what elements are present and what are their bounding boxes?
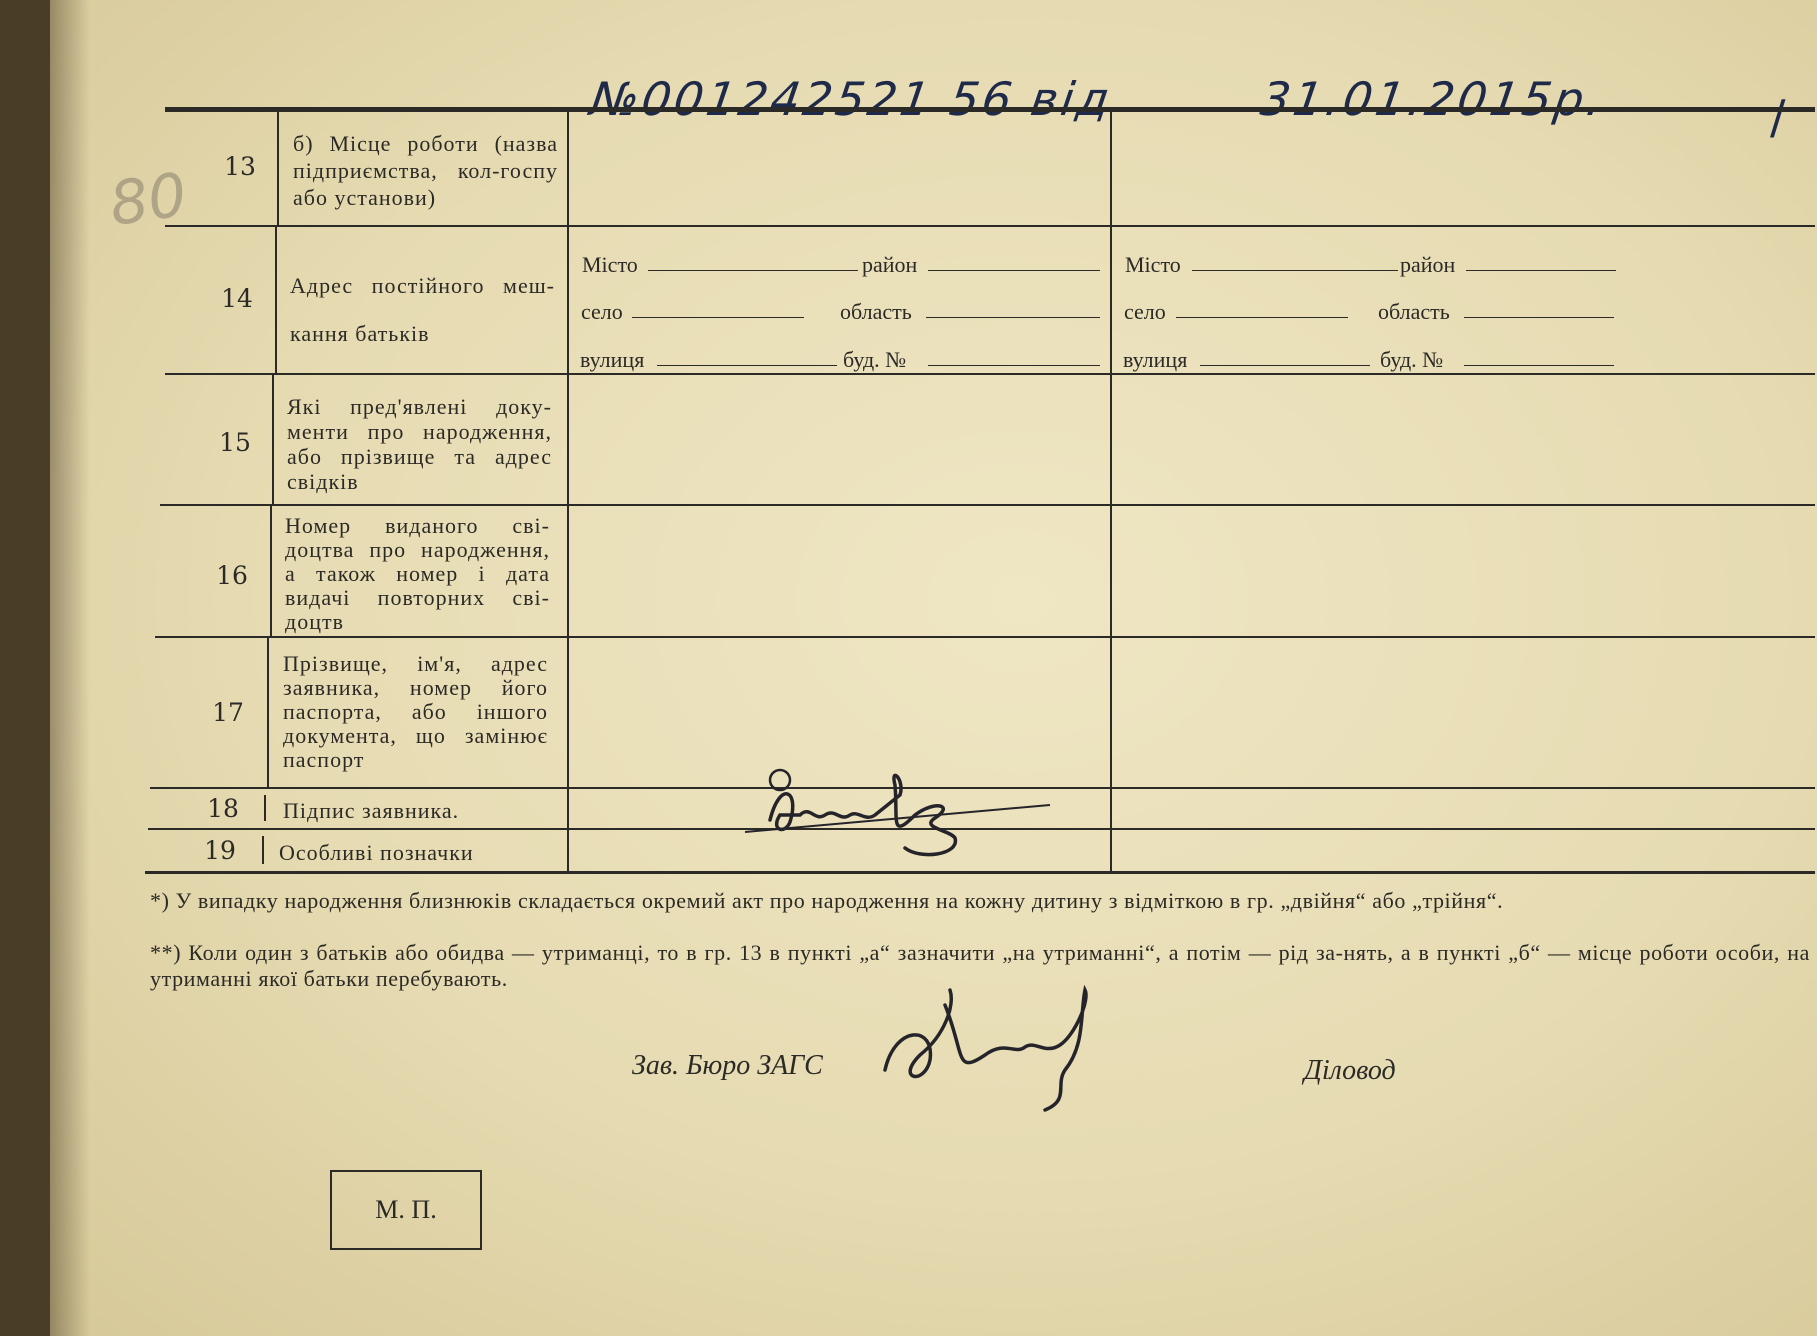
address-building-line	[928, 365, 1100, 366]
clerk-label: Діловод	[1304, 1055, 1396, 1086]
address-city-label: Місто	[1125, 252, 1181, 277]
footnote-dependents: **) Коли один з батьків або обидва — утриманці, то в гр. 13 в пункті „а“ зазначити „на утриманні“, а потім — рід за-нять, а в пункті „б“ — місце роботи особи, на утриманні якої батьки перебувають.	[150, 940, 1810, 991]
head-of-bureau-label: Зав. Бюро ЗАГС	[632, 1050, 823, 1081]
address-building-label: буд. №	[1380, 347, 1444, 372]
address-building-line	[1464, 365, 1614, 366]
address-district-line	[928, 270, 1100, 271]
address-street-line	[1200, 365, 1370, 366]
edge-check-mark-icon: /	[1770, 90, 1786, 144]
address-city-label: Місто	[582, 252, 638, 277]
address-building-label: буд. №	[843, 347, 907, 372]
pencil-margin-mark: 80	[105, 160, 191, 240]
address-village-line	[632, 317, 804, 318]
address-region-label: область	[1378, 299, 1450, 324]
label-column-rule	[567, 112, 569, 871]
row-label-15: Які пред'явлені доку-менти про народження, або прізвище та адрес свідків	[287, 394, 552, 494]
address-street-label: вулиця	[1123, 347, 1188, 372]
row-label-18: Підпис заявника.	[283, 798, 460, 823]
address-city-line	[1192, 270, 1398, 271]
address-village-line	[1176, 317, 1348, 318]
address-region-label: область	[840, 299, 912, 324]
page-edge-shadow	[50, 0, 90, 1336]
footnote-twins: *) У випадку народження близнюків складається окремий акт про народження на кожну дитину з відміткою в гр. „двійня“ або „трійня“.	[150, 888, 1504, 913]
row-number-13: 13	[224, 152, 256, 181]
row-number-19: 19	[204, 836, 236, 865]
address-district-label: район	[862, 252, 918, 277]
number-column-rule	[264, 795, 266, 821]
row-number-18: 18	[207, 794, 239, 823]
row-number-14: 14	[221, 284, 253, 313]
address-street-line	[657, 365, 837, 366]
row-number-15: 15	[219, 428, 251, 457]
number-column-rule	[267, 636, 269, 787]
table-top-rule	[165, 107, 1815, 112]
stamp-place-label: М. П.	[375, 1195, 437, 1224]
address-district-line	[1466, 270, 1616, 271]
applicant-signature	[740, 760, 1060, 870]
number-column-rule	[275, 225, 277, 373]
row-label-19: Особливі позначки	[279, 840, 474, 865]
row-number-16: 16	[216, 561, 248, 590]
row-divider	[155, 636, 1815, 638]
register-date: 31.01.2015р.	[1257, 72, 1609, 126]
row-divider	[165, 225, 1815, 227]
register-number: №001242521 56	[587, 72, 1019, 126]
row-divider	[160, 504, 1815, 506]
row-label-16: Номер виданого сві-доцтва про народження, а також номер і дата видачі повторних сві-доцтв	[285, 513, 550, 634]
row-divider	[165, 373, 1815, 375]
address-region-line	[1464, 317, 1614, 318]
table-bottom-rule	[145, 871, 1815, 874]
stamp-place-box	[330, 1170, 482, 1250]
row-label-17: Прізвище, ім'я, адрес заявника, номер його паспорта, або іншого документа, що замінює паспорт	[283, 651, 548, 772]
address-street-label: вулиця	[580, 347, 645, 372]
register-from-word: від	[1027, 72, 1116, 126]
number-column-rule	[262, 836, 264, 864]
archive-page	[50, 0, 1817, 1336]
address-district-label: район	[1400, 252, 1456, 277]
row-label-14: Адрес постійного меш-кання батьків	[290, 273, 555, 346]
row-number-17: 17	[212, 698, 244, 727]
address-village-label: село	[1124, 299, 1166, 324]
number-column-rule	[270, 504, 272, 636]
value-column-rule	[1110, 112, 1112, 871]
number-column-rule	[272, 373, 274, 504]
address-city-line	[648, 270, 858, 271]
number-column-rule	[277, 112, 279, 225]
row-label-13: б) Місце роботи (назва підприємства, кол-госпу або установи)	[293, 131, 558, 210]
head-of-bureau-signature	[875, 985, 1115, 1115]
address-region-line	[926, 317, 1100, 318]
address-village-label: село	[581, 299, 623, 324]
